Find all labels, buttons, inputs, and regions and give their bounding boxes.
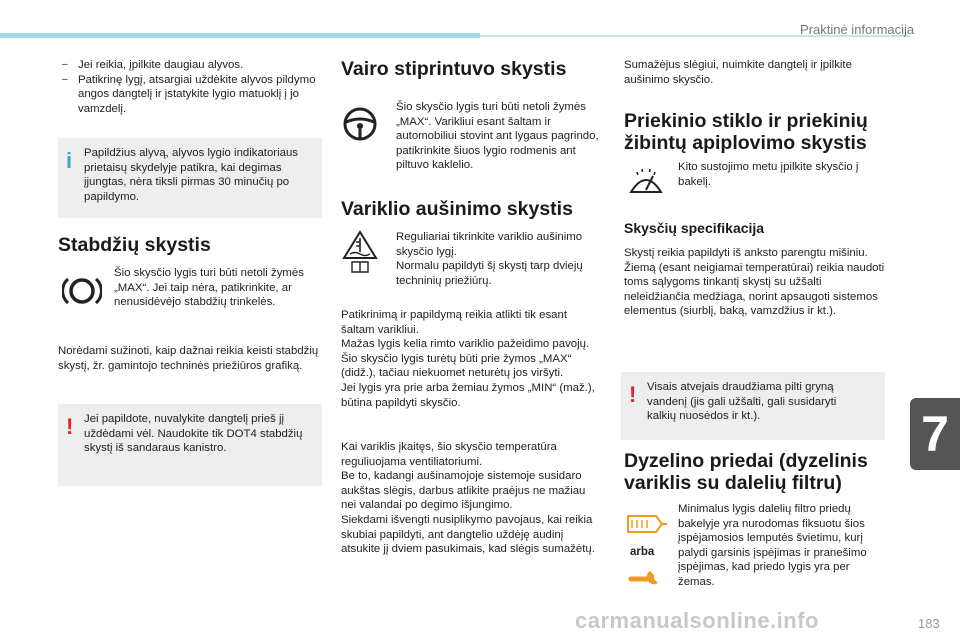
- cooling-icon-text: Reguliariai tikrinkite variklio aušinimo skysčio lygį. Normalu papildyti šį skystį tarp dviejų techninių priežiūrų.: [396, 231, 583, 287]
- bullet-item: – Patikrinę lygį, atsargiai uždėkite alyvos pildymo angos dangtelį ir įstatykite lygio matuoklį į jo vamzdelį.: [62, 73, 324, 117]
- oil-bullets: [62, 58, 324, 116]
- diesel-title: Dyzelino priedai (dyzelinis variklis su dalelių filtru): [624, 450, 868, 494]
- cooling-paragraph-2: Kai variklis įkaitęs, šio skysčio temperatūra reguliuojama ventiliatoriumi. Be to, kadangi aušinamojoje sistemoje susidaro aukštas slėgis, darbus atlikite praėjus ne mažiau nei valandai po degimo išjungimo. Siekdami išvengti nusiplikymo pavojaus, kai reikia skubiai papildyti, ant dangtelio uždėję audinį atsukite jį dviem pasukimais, kad slėgis sumažėtų.: [341, 441, 595, 556]
- steering-wheel-icon: [342, 106, 378, 142]
- info-icon: i: [66, 148, 73, 173]
- info-text: Papildžius alyvą, alyvos lygio indikatoriaus prietaisų skydelyje patikra, kai degimas įjungtas, nėra tiksli pirmas 30 minučių po papildymo.: [84, 147, 298, 203]
- brake-title: Stabdžių skystis: [58, 234, 211, 256]
- warning-text-2: Visais atvejais draudžiama pilti gryną vandenį (jis gali užšalti, gali susidaryti kalkių nuosėdos ir kt.).: [647, 381, 837, 423]
- section-title: Praktinė informacija: [800, 22, 915, 37]
- spec-paragraph: Skystį reikia papildyti iš anksto parengtu mišiniu. Žiemą (esant neigiamai temperatūrai) reikia naudoti toms sąlygoms tinkantį skystį su užšalti neleidžiančia medžiaga, norint apsaugoti sistemos elementus (siurblį, baką, vamzdžius ir kt.).: [624, 247, 885, 318]
- warning-box: [58, 404, 322, 486]
- steering-text: Šio skysčio lygis turi būti netoli žymės „MAX“. Varikliui esant šaltam ir automobiliui stovint ant lygaus pagrindo, patikrinkite šiuos lygio rodmenis ant piltuvo kaklelio.: [396, 101, 599, 172]
- arba-label: arba: [630, 546, 655, 558]
- warning-icon: !: [66, 414, 74, 439]
- brake-paragraph: Norėdami sužinoti, kaip dažnai reikia keisti stabdžių skystį, žr. gamintojo techninės priežiūros grafiką.: [58, 345, 319, 372]
- wrench-icon: [628, 566, 662, 586]
- page-number: 183: [918, 616, 940, 631]
- cooling-continue-text: Sumažėjus slėgiui, nuimkite dangtelį ir įpilkite aušinimo skysčio.: [624, 59, 852, 86]
- info-box: [58, 138, 322, 218]
- cooling-title: Variklio aušinimo skystis: [341, 198, 573, 220]
- chapter-tab: 7: [910, 398, 960, 470]
- steering-title: Vairo stiprintuvo skystis: [341, 58, 567, 80]
- coolant-caution-icon: [342, 230, 378, 274]
- diesel-text: Minimalus lygis dalelių filtro priedų bakelyje yra nurodomas fiksuotu šios įspėjamosios lemputės švietimu, kurį palydi garsinis įspėjimas ir pranešimo įspėjimas, kad priedo lygis yra per žemas.: [678, 503, 867, 588]
- warning-box-2: [621, 372, 885, 440]
- spec-title: Skysčių specifikacija: [624, 220, 765, 236]
- header-bar: [0, 33, 480, 38]
- warning-text: Jei papildote, nuvalykite dangtelį prieš jį uždėdami vėl. Naudokite tik DOT4 stabdžių skystį iš sandaraus kanistro.: [84, 413, 303, 455]
- bullet-item: – Jei reikia, įpilkite daugiau alyvos.: [62, 58, 324, 73]
- fuel-additive-icon: [624, 510, 668, 538]
- brake-warning-icon: [62, 274, 102, 308]
- cooling-paragraph-1: Patikrinimą ir papildymą reikia atlikti tik esant šaltam varikliui. Mažas lygis kelia rimto variklio pažeidimo pavojų. Šio skysčio lygis turėtų būti prie žymos „MAX“ (didž.), tačiau niekuomet neturėtų jos viršyti. Jei lygis yra prie arba žemiau žymos „MIN“ (maž.), būtina papildyti skysčio.: [341, 309, 595, 409]
- watermark: carmanualsonline.info: [575, 608, 819, 633]
- washer-fluid-icon: [628, 166, 664, 200]
- brake-icon-text: Šio skysčio lygis turi būti netoli žymės „MAX“. Jei taip nėra, patikrinkite, ar nenusidėvėjo stabdžių trinkelės.: [114, 267, 304, 309]
- washer-text: Kito sustojimo metu įpilkite skysčio į bakelį.: [678, 161, 859, 188]
- warning-icon: !: [629, 382, 637, 407]
- washer-title: Priekinio stiklo ir priekinių žibintų apiplovimo skystis: [624, 110, 868, 154]
